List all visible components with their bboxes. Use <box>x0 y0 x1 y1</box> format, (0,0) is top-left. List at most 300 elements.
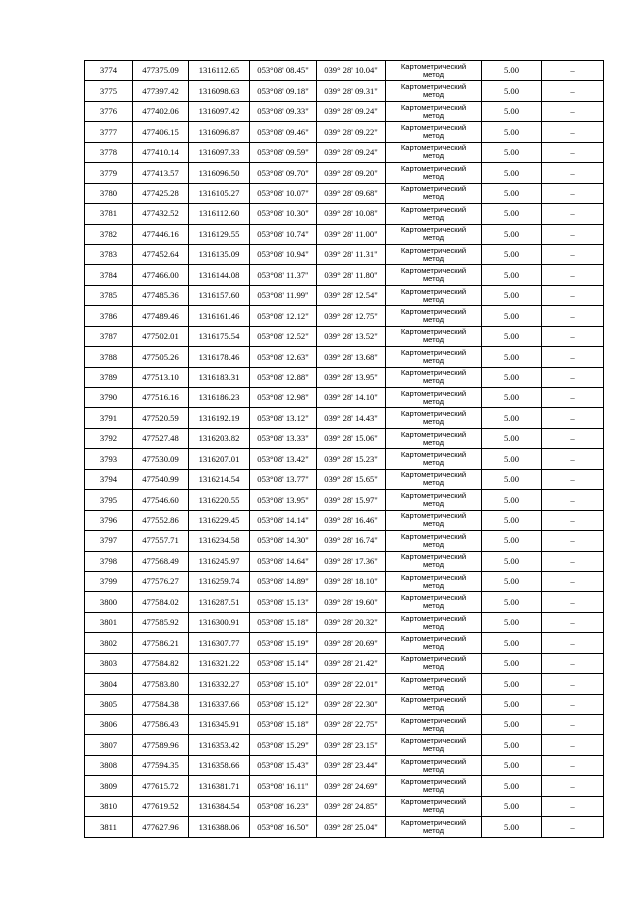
latitude-cell: 053°08' 13.77" <box>250 469 317 489</box>
point-number-cell: 3795 <box>85 490 133 510</box>
method-line-1: Картометрический <box>400 450 467 460</box>
x-coordinate-cell: 477413.57 <box>133 163 189 183</box>
method-line-2: метод <box>422 314 445 324</box>
longitude-cell: 039° 28' 20.69" <box>317 633 386 653</box>
latitude-cell: 053°08' 13.33" <box>250 428 317 448</box>
table-row <box>85 653 604 673</box>
accuracy-cell: 5.00 <box>482 817 542 837</box>
y-coordinate-cell: 1316186.23 <box>189 388 250 408</box>
method-line-1: Картометрический <box>400 470 467 480</box>
latitude-cell: 053°08' 09.70" <box>250 163 317 183</box>
point-number-cell: 3809 <box>85 776 133 796</box>
longitude-cell: 039° 28' 19.60" <box>317 592 386 612</box>
method-line-2: метод <box>422 805 445 815</box>
latitude-cell: 053°08' 15.19" <box>250 633 317 653</box>
y-coordinate-cell: 1316358.66 <box>189 755 250 775</box>
y-coordinate-cell: 1316203.82 <box>189 428 250 448</box>
method-line-2: метод <box>422 641 445 651</box>
y-coordinate-cell: 1316178.46 <box>189 347 250 367</box>
method-cell <box>386 653 482 673</box>
point-number-cell: 3787 <box>85 326 133 346</box>
accuracy-cell: 5.00 <box>482 674 542 694</box>
x-coordinate-cell: 477502.01 <box>133 326 189 346</box>
method-line-1: Картометрический <box>400 490 467 500</box>
method-line-1: Картометрический <box>400 674 467 684</box>
method-cell <box>386 61 482 81</box>
note-cell: – <box>542 674 604 694</box>
table-row <box>85 367 604 387</box>
accuracy-cell: 5.00 <box>482 183 542 203</box>
table-row <box>85 715 604 735</box>
accuracy-cell: 5.00 <box>482 244 542 264</box>
method-line-2: метод <box>422 662 445 672</box>
x-coordinate-cell: 477432.52 <box>133 204 189 224</box>
latitude-cell: 053°08' 15.18" <box>250 612 317 632</box>
longitude-cell: 039° 28' 21.42" <box>317 653 386 673</box>
x-coordinate-cell: 477585.92 <box>133 612 189 632</box>
method-line-2: метод <box>422 478 445 488</box>
longitude-cell: 039° 28' 12.75" <box>317 306 386 326</box>
longitude-cell: 039° 28' 09.22" <box>317 122 386 142</box>
note-cell: – <box>542 715 604 735</box>
note-cell: – <box>542 224 604 244</box>
accuracy-cell: 5.00 <box>482 694 542 714</box>
method-cell <box>386 510 482 530</box>
x-coordinate-cell: 477627.96 <box>133 817 189 837</box>
y-coordinate-cell: 1316207.01 <box>189 449 250 469</box>
latitude-cell: 053°08' 15.13" <box>250 592 317 612</box>
table-row <box>85 204 604 224</box>
y-coordinate-cell: 1316220.55 <box>189 490 250 510</box>
method-line-1: Картометрический <box>400 817 467 827</box>
y-coordinate-cell: 1316229.45 <box>189 510 250 530</box>
method-line-1: Картометрический <box>400 368 467 378</box>
method-cell <box>386 735 482 755</box>
y-coordinate-cell: 1316129.55 <box>189 224 250 244</box>
table-row <box>85 469 604 489</box>
y-coordinate-cell: 1316192.19 <box>189 408 250 428</box>
method-line-2: метод <box>422 110 445 120</box>
method-line-1: Картометрический <box>400 654 467 664</box>
point-number-cell: 3784 <box>85 265 133 285</box>
y-coordinate-cell: 1316161.46 <box>189 306 250 326</box>
method-line-1: Картометрический <box>400 695 467 705</box>
method-line-2: метод <box>422 171 445 181</box>
point-number-cell: 3780 <box>85 183 133 203</box>
point-number-cell: 3776 <box>85 101 133 121</box>
longitude-cell: 039° 28' 17.36" <box>317 551 386 571</box>
x-coordinate-cell: 477527.48 <box>133 428 189 448</box>
note-cell: – <box>542 347 604 367</box>
longitude-cell: 039° 28' 16.46" <box>317 510 386 530</box>
point-number-cell: 3786 <box>85 306 133 326</box>
method-cell <box>386 796 482 816</box>
method-line-1: Картометрический <box>400 593 467 603</box>
note-cell: – <box>542 653 604 673</box>
method-cell <box>386 224 482 244</box>
x-coordinate-cell: 477406.15 <box>133 122 189 142</box>
note-cell: – <box>542 694 604 714</box>
note-cell: – <box>542 306 604 326</box>
method-line-1: Картометрический <box>400 736 467 746</box>
method-cell <box>386 817 482 837</box>
method-line-2: метод <box>422 744 445 754</box>
accuracy-cell: 5.00 <box>482 796 542 816</box>
latitude-cell: 053°08' 11.37" <box>250 265 317 285</box>
latitude-cell: 053°08' 16.23" <box>250 796 317 816</box>
latitude-cell: 053°08' 12.88" <box>250 367 317 387</box>
accuracy-cell: 5.00 <box>482 285 542 305</box>
longitude-cell: 039° 28' 11.80" <box>317 265 386 285</box>
x-coordinate-cell: 477619.52 <box>133 796 189 816</box>
accuracy-cell: 5.00 <box>482 265 542 285</box>
x-coordinate-cell: 477584.82 <box>133 653 189 673</box>
method-line-2: метод <box>422 580 445 590</box>
method-line-2: метод <box>422 335 445 345</box>
method-line-1: Картометрический <box>400 306 467 316</box>
table-row <box>85 694 604 714</box>
longitude-cell: 039° 28' 22.01" <box>317 674 386 694</box>
method-cell <box>386 490 482 510</box>
accuracy-cell: 5.00 <box>482 306 542 326</box>
method-line-1: Картометрический <box>400 61 467 71</box>
accuracy-cell: 5.00 <box>482 449 542 469</box>
point-number-cell: 3796 <box>85 510 133 530</box>
latitude-cell: 053°08' 15.29" <box>250 735 317 755</box>
point-number-cell: 3811 <box>85 817 133 837</box>
method-cell <box>386 183 482 203</box>
note-cell: – <box>542 163 604 183</box>
method-line-2: метод <box>422 294 445 304</box>
x-coordinate-cell: 477375.09 <box>133 61 189 81</box>
x-coordinate-cell: 477568.49 <box>133 551 189 571</box>
coordinates-table-body <box>85 61 604 838</box>
table-row <box>85 817 604 837</box>
x-coordinate-cell: 477576.27 <box>133 571 189 591</box>
method-cell <box>386 101 482 121</box>
accuracy-cell: 5.00 <box>482 347 542 367</box>
note-cell: – <box>542 469 604 489</box>
x-coordinate-cell: 477466.00 <box>133 265 189 285</box>
method-cell <box>386 306 482 326</box>
method-cell <box>386 244 482 264</box>
method-line-2: метод <box>422 417 445 427</box>
method-cell <box>386 142 482 162</box>
method-cell <box>386 612 482 632</box>
y-coordinate-cell: 1316384.54 <box>189 796 250 816</box>
point-number-cell: 3779 <box>85 163 133 183</box>
accuracy-cell: 5.00 <box>482 163 542 183</box>
latitude-cell: 053°08' 15.10" <box>250 674 317 694</box>
latitude-cell: 053°08' 14.89" <box>250 571 317 591</box>
x-coordinate-cell: 477586.21 <box>133 633 189 653</box>
longitude-cell: 039° 28' 10.04" <box>317 61 386 81</box>
y-coordinate-cell: 1316096.50 <box>189 163 250 183</box>
method-line-1: Картометрический <box>400 633 467 643</box>
longitude-cell: 039° 28' 10.08" <box>317 204 386 224</box>
method-cell <box>386 694 482 714</box>
method-cell <box>386 531 482 551</box>
accuracy-cell: 5.00 <box>482 776 542 796</box>
table-row <box>85 122 604 142</box>
note-cell: – <box>542 490 604 510</box>
longitude-cell: 039° 28' 22.75" <box>317 715 386 735</box>
method-cell <box>386 347 482 367</box>
y-coordinate-cell: 1316097.33 <box>189 142 250 162</box>
method-cell <box>386 204 482 224</box>
latitude-cell: 053°08' 12.52" <box>250 326 317 346</box>
x-coordinate-cell: 477540.99 <box>133 469 189 489</box>
method-line-2: метод <box>422 723 445 733</box>
method-cell <box>386 367 482 387</box>
note-cell: – <box>542 183 604 203</box>
method-line-2: метод <box>422 601 445 611</box>
accuracy-cell: 5.00 <box>482 142 542 162</box>
note-cell: – <box>542 142 604 162</box>
method-cell <box>386 163 482 183</box>
accuracy-cell: 5.00 <box>482 367 542 387</box>
y-coordinate-cell: 1316096.87 <box>189 122 250 142</box>
note-cell: – <box>542 285 604 305</box>
y-coordinate-cell: 1316214.54 <box>189 469 250 489</box>
accuracy-cell: 5.00 <box>482 612 542 632</box>
accuracy-cell: 5.00 <box>482 571 542 591</box>
method-cell <box>386 592 482 612</box>
y-coordinate-cell: 1316332.27 <box>189 674 250 694</box>
point-number-cell: 3806 <box>85 715 133 735</box>
point-number-cell: 3804 <box>85 674 133 694</box>
longitude-cell: 039° 28' 11.31" <box>317 244 386 264</box>
y-coordinate-cell: 1316353.42 <box>189 735 250 755</box>
table-row <box>85 571 604 591</box>
method-line-2: метод <box>422 458 445 468</box>
longitude-cell: 039° 28' 22.30" <box>317 694 386 714</box>
point-number-cell: 3793 <box>85 449 133 469</box>
table-row <box>85 776 604 796</box>
note-cell: – <box>542 510 604 530</box>
method-line-1: Картометрический <box>400 756 467 766</box>
method-line-2: метод <box>422 539 445 549</box>
table-row <box>85 490 604 510</box>
note-cell: – <box>542 388 604 408</box>
note-cell: – <box>542 796 604 816</box>
latitude-cell: 053°08' 10.30" <box>250 204 317 224</box>
point-number-cell: 3802 <box>85 633 133 653</box>
method-line-2: метод <box>422 355 445 365</box>
x-coordinate-cell: 477452.64 <box>133 244 189 264</box>
y-coordinate-cell: 1316381.71 <box>189 776 250 796</box>
latitude-cell: 053°08' 15.43" <box>250 755 317 775</box>
accuracy-cell: 5.00 <box>482 735 542 755</box>
x-coordinate-cell: 477594.35 <box>133 755 189 775</box>
note-cell: – <box>542 612 604 632</box>
coordinates-table <box>84 60 604 838</box>
table-row <box>85 285 604 305</box>
method-cell <box>386 571 482 591</box>
method-line-1: Картометрический <box>400 777 467 787</box>
table-row <box>85 551 604 571</box>
longitude-cell: 039° 28' 15.23" <box>317 449 386 469</box>
table-row <box>85 388 604 408</box>
table-row <box>85 510 604 530</box>
x-coordinate-cell: 477586.43 <box>133 715 189 735</box>
note-cell: – <box>542 755 604 775</box>
method-line-1: Картометрический <box>400 82 467 92</box>
latitude-cell: 053°08' 10.07" <box>250 183 317 203</box>
note-cell: – <box>542 367 604 387</box>
method-line-2: метод <box>422 376 445 386</box>
x-coordinate-cell: 477546.60 <box>133 490 189 510</box>
latitude-cell: 053°08' 10.94" <box>250 244 317 264</box>
method-line-2: метод <box>422 274 445 284</box>
point-number-cell: 3777 <box>85 122 133 142</box>
x-coordinate-cell: 477505.26 <box>133 347 189 367</box>
longitude-cell: 039° 28' 15.65" <box>317 469 386 489</box>
y-coordinate-cell: 1316097.42 <box>189 101 250 121</box>
latitude-cell: 053°08' 12.98" <box>250 388 317 408</box>
latitude-cell: 053°08' 14.30" <box>250 531 317 551</box>
accuracy-cell: 5.00 <box>482 326 542 346</box>
accuracy-cell: 5.00 <box>482 204 542 224</box>
note-cell: – <box>542 531 604 551</box>
latitude-cell: 053°08' 08.45" <box>250 61 317 81</box>
latitude-cell: 053°08' 13.12" <box>250 408 317 428</box>
note-cell: – <box>542 244 604 264</box>
accuracy-cell: 5.00 <box>482 224 542 244</box>
y-coordinate-cell: 1316259.74 <box>189 571 250 591</box>
latitude-cell: 053°08' 16.50" <box>250 817 317 837</box>
note-cell: – <box>542 551 604 571</box>
y-coordinate-cell: 1316245.97 <box>189 551 250 571</box>
note-cell: – <box>542 776 604 796</box>
accuracy-cell: 5.00 <box>482 469 542 489</box>
method-cell <box>386 674 482 694</box>
accuracy-cell: 5.00 <box>482 122 542 142</box>
table-row <box>85 265 604 285</box>
table-row <box>85 449 604 469</box>
x-coordinate-cell: 477552.86 <box>133 510 189 530</box>
accuracy-cell: 5.00 <box>482 653 542 673</box>
longitude-cell: 039° 28' 13.68" <box>317 347 386 367</box>
y-coordinate-cell: 1316300.91 <box>189 612 250 632</box>
longitude-cell: 039° 28' 13.52" <box>317 326 386 346</box>
longitude-cell: 039° 28' 12.54" <box>317 285 386 305</box>
longitude-cell: 039° 28' 09.68" <box>317 183 386 203</box>
table-row <box>85 306 604 326</box>
point-number-cell: 3801 <box>85 612 133 632</box>
method-line-1: Картометрический <box>400 163 467 173</box>
x-coordinate-cell: 477397.42 <box>133 81 189 101</box>
note-cell: – <box>542 326 604 346</box>
accuracy-cell: 5.00 <box>482 551 542 571</box>
longitude-cell: 039° 28' 24.85" <box>317 796 386 816</box>
point-number-cell: 3803 <box>85 653 133 673</box>
method-cell <box>386 388 482 408</box>
method-line-1: Картометрический <box>400 429 467 439</box>
x-coordinate-cell: 477557.71 <box>133 531 189 551</box>
method-cell <box>386 633 482 653</box>
note-cell: – <box>542 428 604 448</box>
x-coordinate-cell: 477530.09 <box>133 449 189 469</box>
point-number-cell: 3783 <box>85 244 133 264</box>
longitude-cell: 039° 28' 11.00" <box>317 224 386 244</box>
method-line-2: метод <box>422 519 445 529</box>
point-number-cell: 3797 <box>85 531 133 551</box>
note-cell: – <box>542 817 604 837</box>
method-cell <box>386 715 482 735</box>
accuracy-cell: 5.00 <box>482 633 542 653</box>
point-number-cell: 3807 <box>85 735 133 755</box>
y-coordinate-cell: 1316144.08 <box>189 265 250 285</box>
method-line-1: Картометрический <box>400 388 467 398</box>
method-line-2: метод <box>422 212 445 222</box>
method-cell <box>386 81 482 101</box>
method-line-1: Картометрический <box>400 715 467 725</box>
y-coordinate-cell: 1316183.31 <box>189 367 250 387</box>
latitude-cell: 053°08' 16.11" <box>250 776 317 796</box>
method-cell <box>386 122 482 142</box>
method-cell <box>386 755 482 775</box>
method-line-2: метод <box>422 253 445 263</box>
table-row <box>85 612 604 632</box>
latitude-cell: 053°08' 12.12" <box>250 306 317 326</box>
method-line-1: Картометрический <box>400 797 467 807</box>
longitude-cell: 039° 28' 09.24" <box>317 101 386 121</box>
table-row <box>85 163 604 183</box>
x-coordinate-cell: 477425.28 <box>133 183 189 203</box>
method-cell <box>386 776 482 796</box>
point-number-cell: 3782 <box>85 224 133 244</box>
method-line-2: метод <box>422 90 445 100</box>
y-coordinate-cell: 1316112.65 <box>189 61 250 81</box>
note-cell: – <box>542 265 604 285</box>
method-line-1: Картометрический <box>400 327 467 337</box>
y-coordinate-cell: 1316112.60 <box>189 204 250 224</box>
point-number-cell: 3789 <box>85 367 133 387</box>
method-cell <box>386 469 482 489</box>
method-line-1: Картометрический <box>400 143 467 153</box>
longitude-cell: 039° 28' 13.95" <box>317 367 386 387</box>
latitude-cell: 053°08' 09.46" <box>250 122 317 142</box>
table-row <box>85 347 604 367</box>
x-coordinate-cell: 477520.59 <box>133 408 189 428</box>
latitude-cell: 053°08' 14.64" <box>250 551 317 571</box>
accuracy-cell: 5.00 <box>482 408 542 428</box>
note-cell: – <box>542 61 604 81</box>
x-coordinate-cell: 477485.36 <box>133 285 189 305</box>
method-line-1: Картометрический <box>400 511 467 521</box>
latitude-cell: 053°08' 12.63" <box>250 347 317 367</box>
method-line-1: Картометрический <box>400 102 467 112</box>
note-cell: – <box>542 122 604 142</box>
method-line-2: метод <box>422 131 445 141</box>
method-cell <box>386 428 482 448</box>
method-line-1: Картометрический <box>400 286 467 296</box>
table-row <box>85 61 604 81</box>
longitude-cell: 039° 28' 23.44" <box>317 755 386 775</box>
accuracy-cell: 5.00 <box>482 101 542 121</box>
note-cell: – <box>542 101 604 121</box>
point-number-cell: 3788 <box>85 347 133 367</box>
method-line-2: метод <box>422 764 445 774</box>
x-coordinate-cell: 477513.10 <box>133 367 189 387</box>
longitude-cell: 039° 28' 09.20" <box>317 163 386 183</box>
latitude-cell: 053°08' 09.59" <box>250 142 317 162</box>
method-cell <box>386 326 482 346</box>
latitude-cell: 053°08' 11.99" <box>250 285 317 305</box>
note-cell: – <box>542 204 604 224</box>
point-number-cell: 3799 <box>85 571 133 591</box>
